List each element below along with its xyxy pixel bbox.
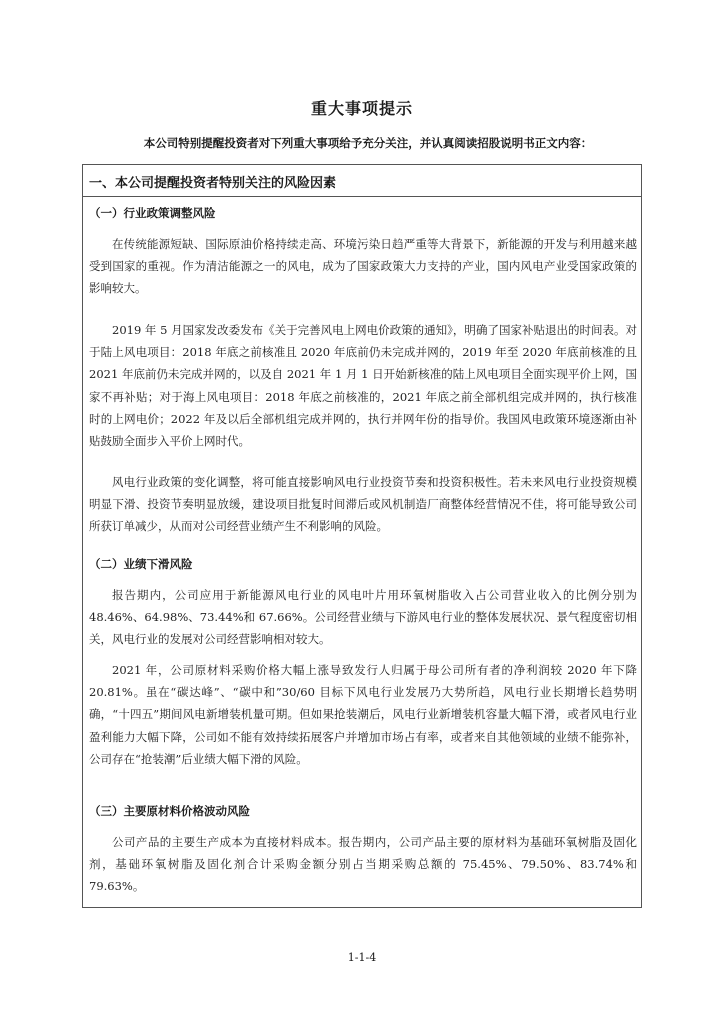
paragraph: 2019 年 5 月国家发改委发布《关于完善风电上网电价政策的通知》，明确了国家补贴退出的时间表。对于陆上风电项目：2018 年底之前核准且 2020 年底前仍未完成并网的，2019 年至 2020 年底前核准的且 2021 年底前仍未完成并网的，以及自 2021 年 1 月 1 日开始新核准的陆上风电项目全面实现平价上网，国家不再补贴；对于海上风电项目：2018 年底之前核准的，2021 年底之前全部机组完成并网的，执行核准时的上网电价；2022 年及以后全部机组完成并网的，执行并网年份的指导价。我国风电政策环境逐渐由补贴鼓励全面步入平价上网时代。 (89, 323, 637, 449)
paragraph: 公司产品的主要生产成本为直接材料成本。报告期内，公司产品主要的原材料为基础环氧树脂及固化剂，基础环氧树脂及固化剂合计采购金额分别占当期采购总额的 75.45%、79.50%、83.74%和 79.63%。 (89, 835, 637, 894)
section-divider (83, 196, 641, 197)
subsection-heading-policy: （一）行业政策调整风险 (89, 206, 216, 220)
paragraph: 2021 年，公司原材料采购价格大幅上涨导致发行人归属于母公司所有者的净利润较 2020 年下降 20.81%。虽在“碳达峰”、“碳中和”30/60 目标下风电行业发展乃大势所趋，风电行业长期增长趋势明确，“十四五”期间风电新增装机量可期。但如果抢装潮后，风电行业新增装机容量大幅下滑，或者风电行业盈利能力大幅下降，公司如不能有效持续拓展客户并增加市场占有率，或者来自其他领域的业绩不能弥补，公司存在“抢装潮”后业绩大幅下滑的风险。 (89, 663, 637, 766)
page-title: 重大事项提示 (310, 99, 413, 118)
paragraph: 报告期内，公司应用于新能源风电行业的风电叶片用环氧树脂收入占公司营业收入的比例分别为 48.46%、64.98%、73.44%和 67.66%。公司经营业绩与下游风电行业的整体发展状况、景气程度密切相关，风电行业的发展对公司经营影响相对较大。 (89, 588, 637, 647)
page-number: 1-1-4 (347, 951, 377, 964)
subsection-heading-materials: （三）主要原材料价格波动风险 (89, 804, 250, 818)
intro-statement: 本公司特别提醒投资者对下列重大事项给予充分关注，并认真阅读招股说明书正文内容： (143, 136, 593, 150)
paragraph: 风电行业政策的变化调整，将可能直接影响风电行业投资节奏和投资积极性。若未来风电行业投资规模明显下滑、投资节奏明显放缓，建设项目批复时间滞后或风机制造厂商整体经营情况不佳，将可能导致公司所获订单减少，从而对公司经营业绩产生不利影响的风险。 (89, 475, 637, 534)
section-heading: 一、本公司提醒投资者特别关注的风险因素 (89, 176, 337, 191)
paragraph: 在传统能源短缺、国际原油价格持续走高、环境污染日趋严重等大背景下，新能源的开发与利用越来越受到国家的重视。作为清洁能源之一的风电，成为了国家政策大力支持的产业，国内风电产业受国家政策的影响较大。 (89, 237, 637, 296)
subsection-heading-performance: （二）业绩下滑风险 (89, 557, 193, 571)
